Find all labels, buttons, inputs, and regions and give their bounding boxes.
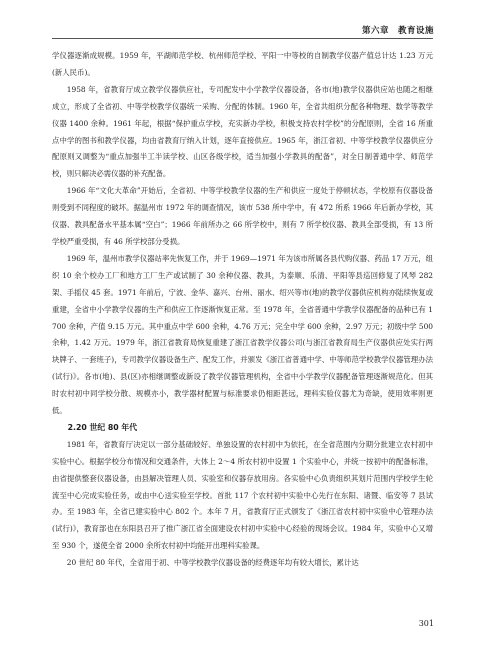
section-heading: 2.20 世纪 80 年代 [67,422,138,432]
page-number: 301 [418,619,434,628]
paragraph-continued: 学仪器逐渐成规模。1959 年，平湖师范学校、杭州师范学校、平阳一中等校的自制教学仪器产值总计达 1.23 万元(新人民币)。 [52,51,433,77]
header-rule [52,38,433,39]
chapter-header: 第六章 教育设施 [361,26,434,36]
paragraph: 1981 年，省教育厅决定以一部分基础较好、单独设置的农村初中为依托，在全省范围内分期分批建立农村初中实验中心。根据学校分布情况和交通条件，大体上 2～4 所农村初中设置 1 个实验中心，并统一按初中的配备标准，由省提供整套仪器设备，由县解决管理人员、实验室和仪器存放用房。各实验中心负责组织其划片范围内学校学生轮流至中心完成实验任务，或由中心送实验至学校。首批 117 个农村初中实验中心先行在东阳、诸暨、临安等 7 县试办。至 1983 年，全省已建实验中心 802 个。本年 7 月，省教育厅正式颁发了《浙江省农村初中实验中心管理办法(试行)》，教育部也在东阳县召开了推广浙江省全面建设农村初中实验中心经验的现场会议。1984 年，实验中心又增至 930 个，遂使全省 2000 余所农村初中均能开出理科实验课。 [52,439,433,551]
paragraph: 20 世纪 80 年代，全省用于初、中等学校教学仪器设备的经费逐年均有较大增长，累计达 [66,558,359,568]
paragraph: 1958 年，省教育厅成立教学仪器供应社，专司配发中小学教学仪器设备，各市(地)教学仪器供应站也随之相继成立，形成了全省初、中等学校教学仪器统一采购、分配的体制。1960 年，全省共组织分配各种物理、数学等教学仪器 1400 余种。1961 年起，根据“保护重点学校，充实新办学校，积极支持农村学校”的分配原则，全省 16 所重点中学的图书和教学仪器，均由省教育厅纳入计划，逐年直接供应。1965 年，浙江省初、中等学校教学仪器供应分配原则又调整为“重点加强半工半读学校、山区各级学校，适当加强小学教具的配备”，对全日制普通中学、师范学校，则只解决必需仪器的补充配备。 [52,84,433,179]
paragraph: 1969 年，温州市教学仪器站率先恢复工作，并于 1969—1971 年为该市所属各县代购仪器、药品 17 万元，组织 10 余个校办工厂和地方工厂生产或试制了 30 余种仪器、教具，为泰顺、乐清、平阳等县巡回修复了风琴 282 架、手摇仪 45 套。1971 年前后，宁波、金华、嘉兴、台州、丽水、绍兴等市(地)的教学仪器供应机构亦陆续恢复或重建，全省中小学教学仪器的生产和供应工作逐渐恢复正常。至 1978 年，全省普通中学教学仪器配备的品种已有 1700 余种，产值 9.15 万元。其中重点中学 600 余种，4.76 万元；完全中学 600 余种，2.97 万元；初级中学 500 余种，1.42 万元。1979 年，浙江省教育局恢复重建了浙江省教学仪器公司(与浙江省教育局生产仪器供应处实行两块牌子、一套班子)，专司教学仪器设备生产、配发工作，并颁发《浙江省普通中学、中等师范学校教学仪器管理办法(试行)》。各市(地)、县(区)亦相继调整或新设了教学仪器管理机构，全省中小学教学仪器配备管理逐渐规范化。但其时农村初中同学校分散、规模亦小，教学器材配置与标准要求仍相距甚远，理科实验仪器尤为奇缺，使用效率则更低。 [52,253,434,416]
body-text [52,48,433,572]
paragraph: 1966 年“文化大革命”开始后，全省初、中等学校教学仪器的生产和供应一度处于停顿状态，学校原有仪器设备则受到不同程度的破坏。据温州市 1972 年的调查情况，该市 538 所中学中，有 472 所系 1966 年后新办学校，其仪器、教具配备水平基本属“空白”；1966 年前所办之 66 所学校中，则有 7 所学校仪器、教具全部受损，有 13 所学校严重受损，有 46 所学校部分受损。 [52,186,433,246]
